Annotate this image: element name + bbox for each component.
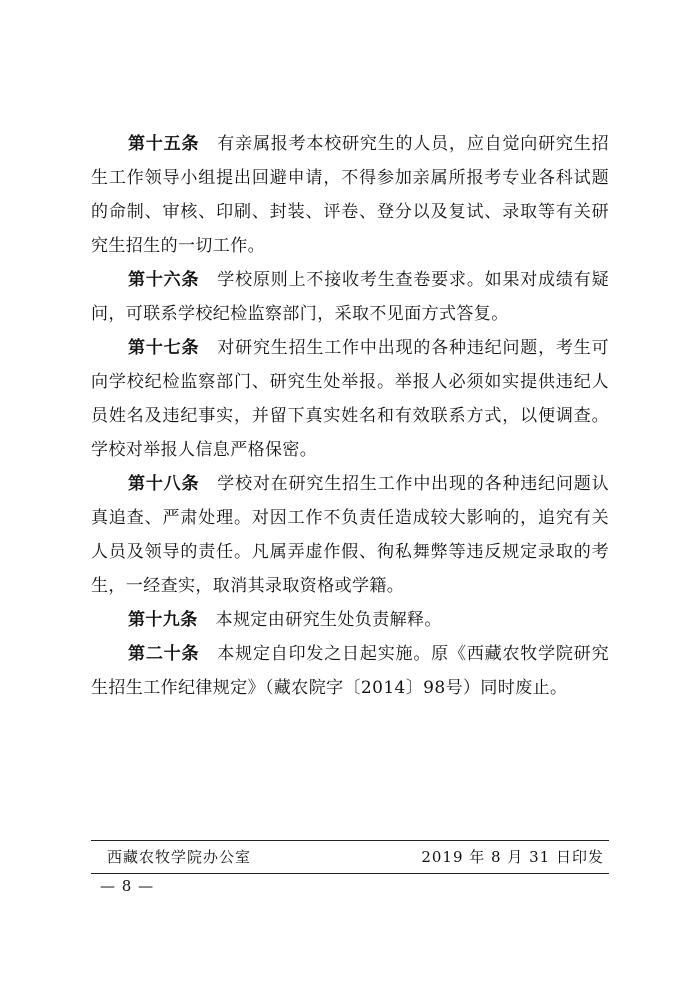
article-number: 第十九条 xyxy=(128,610,198,630)
article-number: 第十五条 xyxy=(128,134,200,154)
article-20 xyxy=(91,637,609,705)
article-16 xyxy=(91,263,609,331)
document-body xyxy=(91,127,609,705)
footer-issue-date: 2019 年 8 月 31 日印发 xyxy=(421,848,604,866)
footer-top-rule xyxy=(91,840,609,841)
article-number: 第二十条 xyxy=(128,644,200,664)
page-number: — 8 — xyxy=(100,877,155,895)
article-number: 第十七条 xyxy=(128,338,200,358)
article-number: 第十六条 xyxy=(128,270,200,290)
article-text: 对研究生招生工作中出现的各种违纪问题，考生可向学校纪检监察部门、研究生处举报。举报人必须如实提供违纪人员姓名及违纪事实，并留下真实姓名和有效联系方式，以便调查。学校对举报人信息严格保密。 xyxy=(91,338,609,460)
footer-issuer: 西藏农牧学院办公室 xyxy=(107,848,252,866)
article-number: 第十八条 xyxy=(128,474,200,494)
article-text: 有亲属报考本校研究生的人员，应自觉向研究生招生工作领导小组提出回避申请，不得参加亲属所报考专业各科试题的命制、审核、印刷、封装、评卷、登分以及复试、录取等有关研究生招生的一切工作。 xyxy=(91,134,609,256)
article-17 xyxy=(91,331,609,467)
article-text: 学校对在研究生招生工作中出现的各种违纪问题认真追查、严肃处理。对因工作不负责任造成较大影响的，追究有关人员及领导的责任。凡属弄虚作假、徇私舞弊等违反规定录取的考生，一经查实，取消其录取资格或学籍。 xyxy=(91,474,609,596)
article-15 xyxy=(91,127,609,263)
footer-bottom-rule xyxy=(91,873,609,874)
article-text: 本规定自印发之日起实施。原《西藏农牧学院研究生招生工作纪律规定》（藏农院字〔2014〕98号）同时废止。 xyxy=(91,644,609,698)
article-18 xyxy=(91,467,609,603)
article-text: 本规定由研究生处负责解释。 xyxy=(215,610,442,630)
article-19 xyxy=(91,603,609,637)
article-text: 学校原则上不接收考生查卷要求。如果对成绩有疑问，可联系学校纪检监察部门，采取不见面方式答复。 xyxy=(91,270,609,324)
